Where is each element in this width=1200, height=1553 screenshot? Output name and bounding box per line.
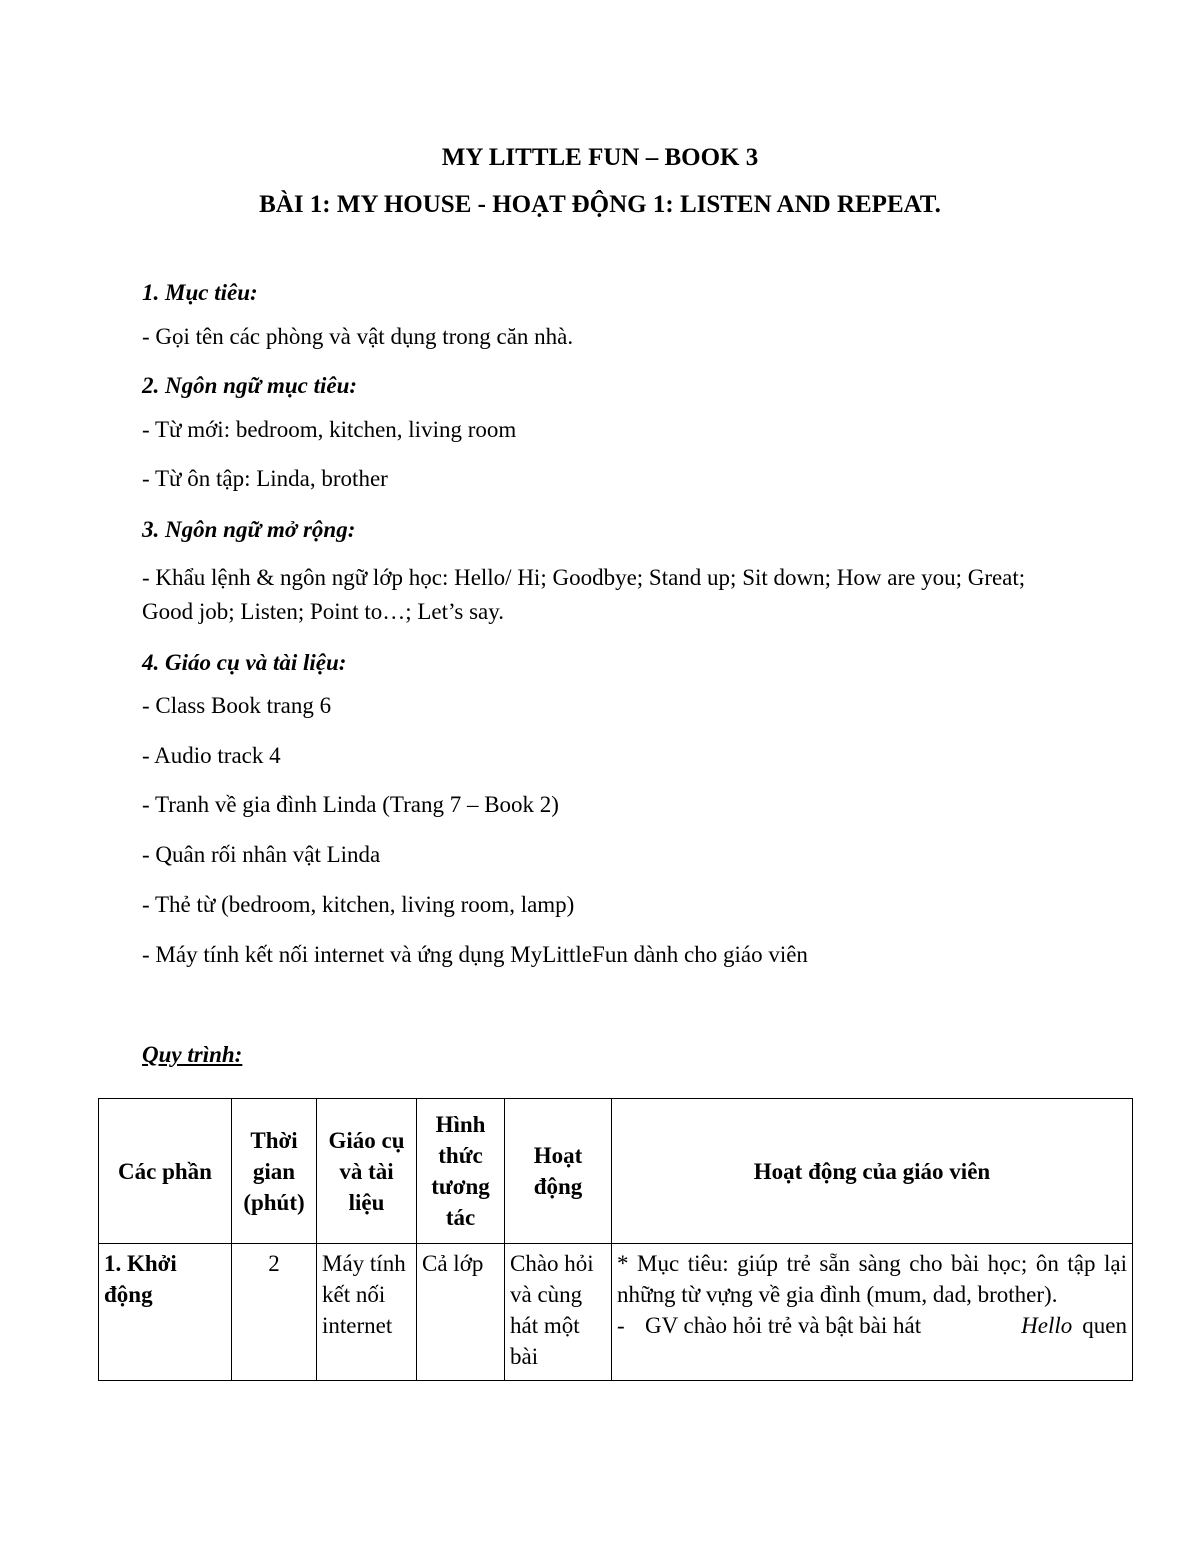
bullet-dash: - [617, 1313, 625, 1338]
cell-part: 1. Khởi động [99, 1244, 232, 1381]
procedure-table [98, 1098, 1133, 1381]
materials-item: - Quân rối nhân vật Linda [142, 842, 381, 867]
materials-item: - Audio track 4 [142, 743, 281, 768]
materials-item: - Tranh về gia đình Linda (Trang 7 – Book 2) [142, 792, 559, 817]
column-header-parts: Các phần [99, 1099, 232, 1244]
cell-activity: Chào hỏi và cùng hát một bài [505, 1244, 612, 1381]
song-title: Hello [1021, 1313, 1073, 1338]
document-subtitle: BÀI 1: MY HOUSE - HOẠT ĐỘNG 1: LISTEN AND REPEAT. [259, 191, 941, 218]
teacher-step-continuation: quen [1082, 1313, 1127, 1338]
materials-item: - Thẻ từ (bedroom, kitchen, living room, lamp) [142, 892, 575, 917]
target-language-item-review-words: - Từ ôn tập: Linda, brother [142, 466, 388, 491]
document-title: MY LITTLE FUN – BOOK 3 [441, 144, 759, 171]
column-header-teacher-activity: Hoạt động của giáo viên [612, 1099, 1133, 1244]
cell-interaction: Cả lớp [417, 1244, 505, 1381]
objective-item: - Gọi tên các phòng và vật dụng trong căn nhà. [142, 324, 574, 349]
table-row [99, 1244, 1133, 1381]
target-language-item-new-words: - Từ mới: bedroom, kitchen, living room [142, 417, 517, 442]
teacher-step [617, 1310, 1127, 1341]
column-header-materials: Giáo cụ và tài liệu [317, 1099, 417, 1244]
procedure-heading: Quy trình: [142, 1042, 243, 1067]
materials-heading: 4. Giáo cụ và tài liệu: [142, 650, 347, 675]
cell-teacher-activity [612, 1244, 1133, 1381]
cell-time: 2 [232, 1244, 317, 1381]
teacher-objective: * Mục tiêu: giúp trẻ sẵn sàng cho bài học; ôn tập lại những từ vựng về gia đình (mum, dad, brother). [617, 1251, 1127, 1307]
extended-language-text: - Khẩu lệnh & ngôn ngữ lớp học: Hello/ Hi; Goodbye; Stand up; Sit down; How are you; Great; Good job; Listen; Point to…; Let’s say. [142, 565, 1026, 624]
objective-heading: 1. Mục tiêu: [142, 280, 258, 305]
materials-item: - Máy tính kết nối internet và ứng dụng MyLittleFun dành cho giáo viên [142, 942, 808, 967]
cell-materials: Máy tính kết nối internet [317, 1244, 417, 1381]
table-header-row [99, 1099, 1133, 1244]
teacher-step-text: GV chào hỏi trẻ và bật bài hát [645, 1313, 922, 1338]
column-header-activity: Hoạt động [505, 1099, 612, 1244]
column-header-interaction: Hình thức tương tác [417, 1099, 505, 1244]
materials-item: - Class Book trang 6 [142, 693, 332, 718]
extended-language-heading: 3. Ngôn ngữ mở rộng: [142, 517, 356, 542]
target-language-heading: 2. Ngôn ngữ mục tiêu: [142, 373, 358, 398]
column-header-time: Thời gian (phút) [232, 1099, 317, 1244]
